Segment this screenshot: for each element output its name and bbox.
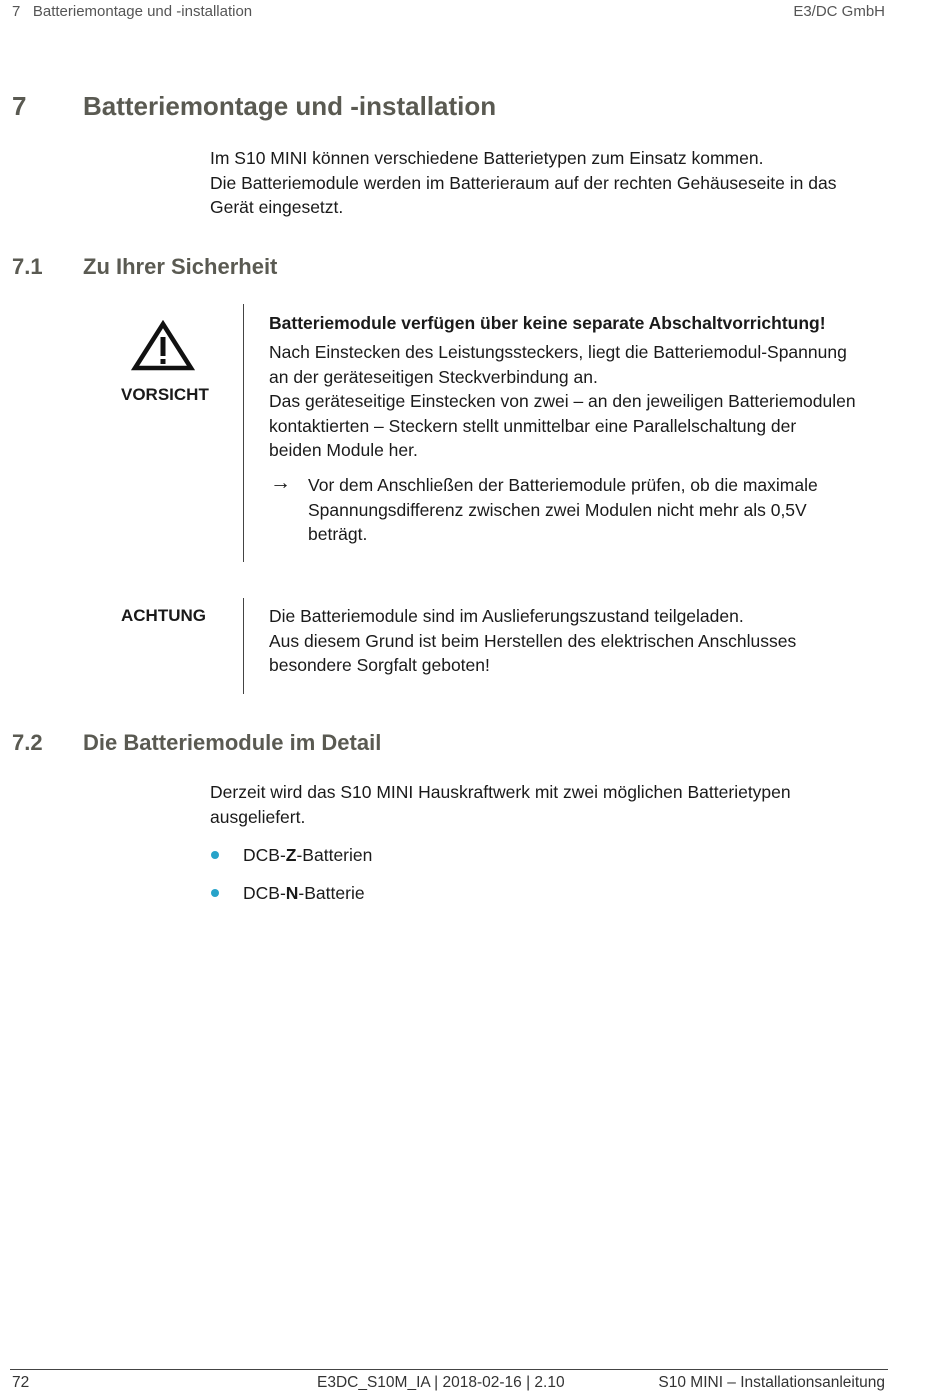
list-item-suffix: -Batterien <box>296 845 373 865</box>
chapter-intro-line: Die Batteriemodule werden im Batterieraum auf der rechten Gehäuseseite in das <box>210 172 837 193</box>
chapter-intro-line: Gerät eingesetzt. <box>210 197 344 217</box>
footer-doc-ref: E3DC_S10M_IA | 2018-02-16 | 2.10 <box>317 1374 565 1391</box>
caution-action <box>308 473 818 547</box>
list-item-prefix: DCB- <box>243 883 286 903</box>
attention-divider <box>243 598 244 694</box>
caution-action-line: Spannungsdifferenz zwischen zwei Modulen nicht mehr als 0,5V <box>308 499 807 520</box>
section-title: Die Batteriemodule im Detail <box>83 730 382 755</box>
chapter-intro-line: Im S10 MINI können verschiedene Batterietypen zum Einsatz kommen. <box>210 148 764 168</box>
caution-text-line: beiden Module her. <box>269 440 418 460</box>
chapter-intro <box>210 146 836 220</box>
footer-doc-title: S10 MINI – Installationsanleitung <box>658 1374 885 1391</box>
caution-text-line: an der geräteseitigen Steckverbindung an. <box>269 366 598 387</box>
caution-text-line: Nach Einstecken des Leistungssteckers, liegt die Batteriemodul-Spannung <box>269 342 847 362</box>
caution-action-line: Vor dem Anschließen der Batteriemodule prüfen, ob die maximale <box>308 475 818 495</box>
section-number: 7.2 <box>12 730 43 755</box>
chapter-title: Batteriemontage und -installation <box>83 91 497 121</box>
caution-heading: Batteriemodule verfügen über keine separate Abschaltvorrichtung! <box>269 313 826 333</box>
caution-text-line: Das geräteseitige Einstecken von zwei – an den jeweiligen Batteriemodulen <box>269 391 856 411</box>
list-item-suffix: -Batterie <box>298 883 365 903</box>
list-item-prefix: DCB- <box>243 845 286 865</box>
section-intro-line: ausgeliefert. <box>210 806 306 827</box>
running-header-left: 7 Batteriemontage und -installation <box>12 3 253 20</box>
warning-triangle-icon <box>131 320 195 372</box>
caution-action-line: beträgt. <box>308 524 368 544</box>
caution-text-line: kontaktierten – Steckern stellt unmittelbar eine Parallelschaltung der <box>269 415 797 436</box>
bullet-icon <box>211 851 219 859</box>
section-number: 7.1 <box>12 254 43 279</box>
caution-label: VORSICHT <box>121 385 209 404</box>
caution-divider <box>243 304 244 562</box>
caution-text <box>269 340 856 463</box>
attention-text-line: besondere Sorgfalt geboten! <box>269 655 490 675</box>
list-item <box>243 843 372 868</box>
attention-text-line: Aus diesem Grund ist beim Herstellen des elektrischen Anschlusses <box>269 630 797 651</box>
footer-rule <box>10 1369 888 1370</box>
running-header-right: E3/DC GmbH <box>793 3 885 20</box>
section-intro <box>210 780 791 829</box>
action-arrow-icon: → <box>270 471 291 494</box>
attention-text <box>269 604 796 678</box>
section-title: Zu Ihrer Sicherheit <box>83 254 278 279</box>
attention-label: ACHTUNG <box>121 606 206 625</box>
list-item-type: Z <box>285 845 297 865</box>
section-intro-line: Derzeit wird das S10 MINI Hauskraftwerk mit zwei möglichen Batterietypen <box>210 782 791 802</box>
attention-text-line: Die Batteriemodule sind im Auslieferungszustand teilgeladen. <box>269 606 744 626</box>
chapter-number: 7 <box>12 91 27 121</box>
list-item-type: N <box>285 883 299 903</box>
bullet-icon <box>211 889 219 897</box>
list-item <box>243 881 365 906</box>
page-number: 72 <box>12 1374 30 1391</box>
